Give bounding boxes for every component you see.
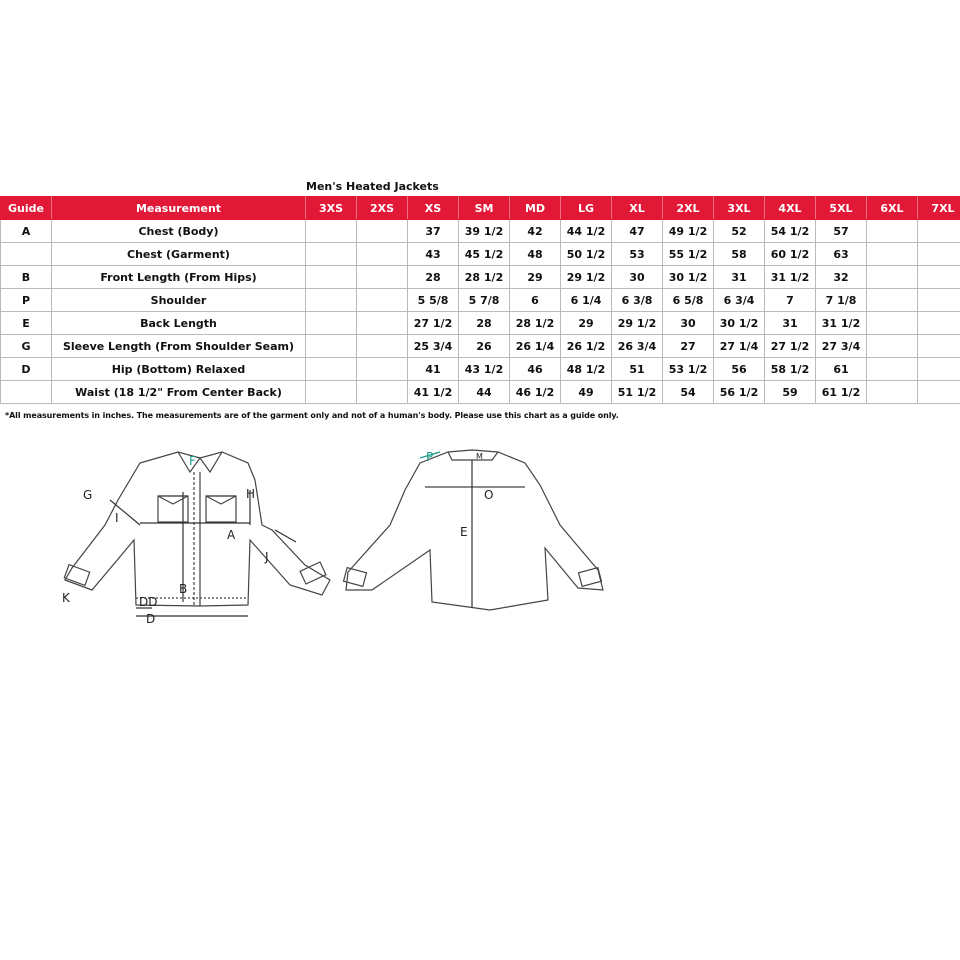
size-value-cell: 43 1/2 — [459, 358, 510, 381]
size-value-cell: 52 — [714, 220, 765, 243]
size-value-cell: 43 — [408, 243, 459, 266]
size-value-cell: 6 3/4 — [714, 289, 765, 312]
size-value-cell: 26 1/4 — [510, 335, 561, 358]
size-value-cell: 44 — [459, 381, 510, 404]
size-value-cell: 51 1/2 — [612, 381, 663, 404]
size-value-cell: 31 1/2 — [765, 266, 816, 289]
column-header: 3XS — [306, 197, 357, 220]
label-G: G — [83, 488, 93, 502]
size-value-cell: 28 — [408, 266, 459, 289]
size-value-cell: 58 1/2 — [765, 358, 816, 381]
size-value-cell: 49 1/2 — [663, 220, 714, 243]
size-value-cell: 29 1/2 — [561, 266, 612, 289]
table-row — [1, 358, 960, 381]
table-body — [1, 220, 960, 404]
size-value-cell: 26 — [459, 335, 510, 358]
size-value-cell — [918, 289, 960, 312]
size-value-cell — [918, 335, 960, 358]
column-header: LG — [561, 197, 612, 220]
size-value-cell — [867, 312, 918, 335]
size-value-cell: 42 — [510, 220, 561, 243]
size-value-cell — [306, 243, 357, 266]
size-value-cell: 6 — [510, 289, 561, 312]
column-header: SM — [459, 197, 510, 220]
size-chart-table — [0, 196, 960, 404]
label-E: E — [460, 525, 468, 539]
size-value-cell: 7 1/8 — [816, 289, 867, 312]
label-J: J — [265, 550, 269, 564]
size-value-cell: 46 — [510, 358, 561, 381]
size-value-cell: 27 1/4 — [714, 335, 765, 358]
size-value-cell — [867, 266, 918, 289]
size-value-cell: 6 5/8 — [663, 289, 714, 312]
size-value-cell: 45 1/2 — [459, 243, 510, 266]
table-row — [1, 243, 960, 266]
size-value-cell: 27 3/4 — [816, 335, 867, 358]
guide-cell: E — [1, 312, 52, 335]
size-value-cell: 29 1/2 — [612, 312, 663, 335]
measurement-cell: Chest (Garment) — [52, 243, 306, 266]
size-value-cell — [867, 220, 918, 243]
size-value-cell — [357, 335, 408, 358]
size-value-cell: 50 1/2 — [561, 243, 612, 266]
size-value-cell: 56 — [714, 358, 765, 381]
measurement-cell: Sleeve Length (From Shoulder Seam) — [52, 335, 306, 358]
label-I: I — [115, 511, 119, 525]
size-value-cell: 30 1/2 — [663, 266, 714, 289]
size-value-cell: 58 — [714, 243, 765, 266]
size-value-cell — [357, 266, 408, 289]
size-value-cell: 31 1/2 — [816, 312, 867, 335]
table-row — [1, 289, 960, 312]
label-O: O — [484, 488, 494, 502]
size-value-cell: 7 — [765, 289, 816, 312]
size-value-cell — [357, 381, 408, 404]
size-value-cell — [918, 243, 960, 266]
size-value-cell: 28 — [459, 312, 510, 335]
size-value-cell: 32 — [816, 266, 867, 289]
size-value-cell — [306, 381, 357, 404]
size-value-cell — [918, 312, 960, 335]
measurement-cell: Shoulder — [52, 289, 306, 312]
size-value-cell: 48 — [510, 243, 561, 266]
size-value-cell — [357, 358, 408, 381]
size-value-cell: 55 1/2 — [663, 243, 714, 266]
size-value-cell — [306, 289, 357, 312]
size-value-cell: 29 — [561, 312, 612, 335]
label-D: D — [146, 612, 156, 626]
table-row — [1, 220, 960, 243]
size-value-cell: 53 1/2 — [663, 358, 714, 381]
column-header: 3XL — [714, 197, 765, 220]
size-value-cell — [357, 289, 408, 312]
diagram-labels — [62, 450, 493, 626]
table-row — [1, 312, 960, 335]
size-value-cell: 54 — [663, 381, 714, 404]
measurement-note: *All measurements in inches. The measurements are of the garment only and not of a human's body. Please use this chart as a guide only. — [5, 411, 619, 420]
measurement-cell: Back Length — [52, 312, 306, 335]
size-value-cell — [918, 220, 960, 243]
column-header: 2XS — [357, 197, 408, 220]
measurement-cell: Waist (18 1/2" From Center Back) — [52, 381, 306, 404]
guide-cell: B — [1, 266, 52, 289]
size-value-cell: 51 — [612, 358, 663, 381]
label-H: H — [246, 487, 256, 501]
size-value-cell — [867, 358, 918, 381]
size-value-cell — [357, 312, 408, 335]
size-value-cell — [306, 266, 357, 289]
size-value-cell — [306, 358, 357, 381]
size-value-cell — [357, 220, 408, 243]
size-value-cell — [867, 335, 918, 358]
guide-cell: P — [1, 289, 52, 312]
size-value-cell: 30 — [663, 312, 714, 335]
size-value-cell: 57 — [816, 220, 867, 243]
size-value-cell — [918, 381, 960, 404]
size-value-cell — [357, 243, 408, 266]
size-value-cell — [867, 243, 918, 266]
size-value-cell: 61 1/2 — [816, 381, 867, 404]
size-value-cell — [867, 289, 918, 312]
size-value-cell: 27 1/2 — [408, 312, 459, 335]
guide-cell — [1, 243, 52, 266]
size-value-cell: 31 — [714, 266, 765, 289]
label-DD: DD — [139, 595, 158, 609]
guide-cell: G — [1, 335, 52, 358]
size-value-cell — [306, 335, 357, 358]
size-value-cell: 39 1/2 — [459, 220, 510, 243]
size-value-cell: 25 3/4 — [408, 335, 459, 358]
size-value-cell: 41 1/2 — [408, 381, 459, 404]
size-value-cell: 41 — [408, 358, 459, 381]
measurement-cell: Chest (Body) — [52, 220, 306, 243]
column-header: XL — [612, 197, 663, 220]
back-jacket-illustration — [344, 450, 603, 610]
size-value-cell: 53 — [612, 243, 663, 266]
label-A: A — [227, 528, 236, 542]
size-value-cell — [306, 312, 357, 335]
size-value-cell: 5 5/8 — [408, 289, 459, 312]
column-header: 7XL — [918, 197, 960, 220]
size-value-cell: 29 — [510, 266, 561, 289]
column-header: 2XL — [663, 197, 714, 220]
table-row — [1, 266, 960, 289]
table-header — [1, 197, 960, 220]
label-K: K — [62, 591, 70, 605]
size-value-cell: 28 1/2 — [459, 266, 510, 289]
front-jacket-illustration — [64, 452, 330, 616]
size-value-cell: 26 3/4 — [612, 335, 663, 358]
size-value-cell: 54 1/2 — [765, 220, 816, 243]
size-value-cell: 30 — [612, 266, 663, 289]
size-value-cell: 44 1/2 — [561, 220, 612, 243]
size-value-cell: 31 — [765, 312, 816, 335]
size-value-cell: 46 1/2 — [510, 381, 561, 404]
jacket-diagram — [0, 430, 960, 630]
size-value-cell: 60 1/2 — [765, 243, 816, 266]
size-value-cell: 27 1/2 — [765, 335, 816, 358]
size-value-cell: 26 1/2 — [561, 335, 612, 358]
measurement-cell: Front Length (From Hips) — [52, 266, 306, 289]
size-value-cell: 59 — [765, 381, 816, 404]
size-value-cell: 63 — [816, 243, 867, 266]
column-header: MD — [510, 197, 561, 220]
label-P: P — [426, 450, 434, 464]
column-header: XS — [408, 197, 459, 220]
size-value-cell: 6 3/8 — [612, 289, 663, 312]
size-value-cell: 27 — [663, 335, 714, 358]
size-value-cell: 30 1/2 — [714, 312, 765, 335]
size-value-cell — [918, 358, 960, 381]
size-value-cell: 28 1/2 — [510, 312, 561, 335]
size-value-cell: 61 — [816, 358, 867, 381]
size-value-cell: 56 1/2 — [714, 381, 765, 404]
column-header: 5XL — [816, 197, 867, 220]
label-F: F — [189, 454, 196, 468]
size-value-cell: 47 — [612, 220, 663, 243]
column-header: Guide — [1, 197, 52, 220]
size-value-cell: 6 1/4 — [561, 289, 612, 312]
guide-cell: D — [1, 358, 52, 381]
size-value-cell: 49 — [561, 381, 612, 404]
size-value-cell: 48 1/2 — [561, 358, 612, 381]
guide-cell — [1, 381, 52, 404]
column-header: 6XL — [867, 197, 918, 220]
guide-cell: A — [1, 220, 52, 243]
size-value-cell — [306, 220, 357, 243]
label-M: M — [476, 452, 483, 461]
size-value-cell — [867, 381, 918, 404]
column-header: 4XL — [765, 197, 816, 220]
table-row — [1, 335, 960, 358]
table-row — [1, 381, 960, 404]
size-value-cell — [918, 266, 960, 289]
chart-title: Men's Heated Jackets — [306, 180, 439, 193]
measurement-cell: Hip (Bottom) Relaxed — [52, 358, 306, 381]
label-B: B — [179, 582, 188, 596]
column-header: Measurement — [52, 197, 306, 220]
size-value-cell: 5 7/8 — [459, 289, 510, 312]
size-value-cell: 37 — [408, 220, 459, 243]
